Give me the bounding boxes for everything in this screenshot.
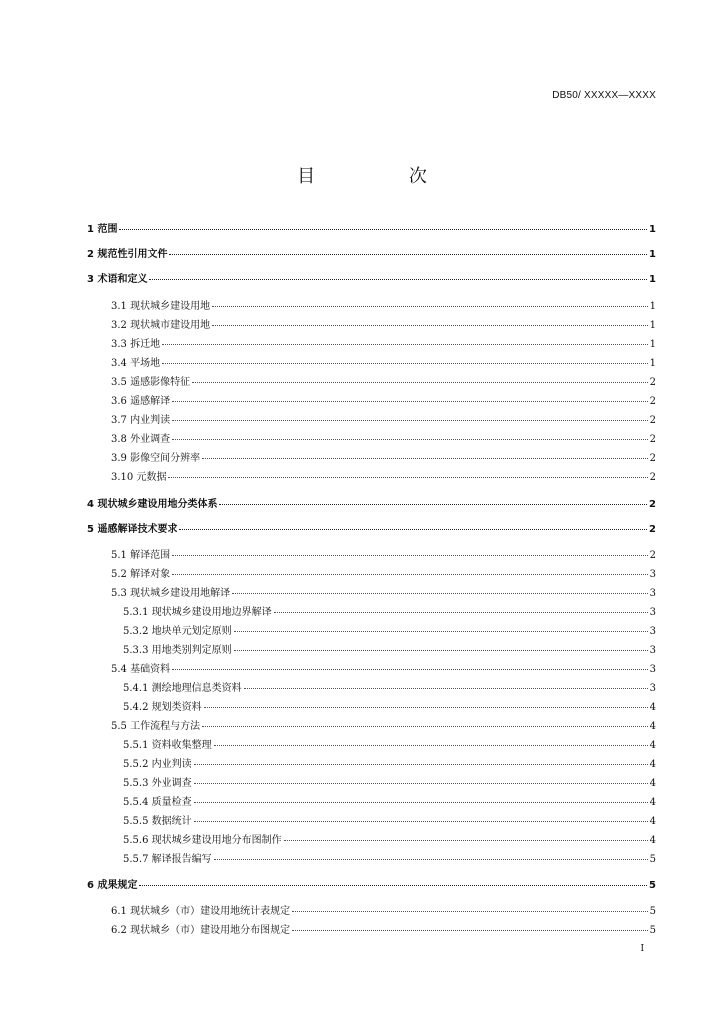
toc-entry-page: 5: [649, 854, 656, 865]
toc-entry[interactable]: [87, 546, 656, 561]
toc-entry-page: 2: [649, 472, 656, 483]
toc-entry[interactable]: [87, 430, 656, 445]
toc-dot-leader: [202, 725, 648, 727]
toc-entry-label: 5.5.1 资料收集整理: [123, 740, 212, 751]
toc-entry[interactable]: [87, 850, 656, 865]
toc-entry-label: 3.2 现状城市建设用地: [111, 320, 211, 331]
toc-entry-page: 4: [649, 740, 656, 751]
toc-entry-label: 5.5 工作流程与方法: [111, 721, 201, 732]
toc-entry-page: 3: [649, 664, 656, 675]
toc-entry[interactable]: [87, 449, 656, 464]
toc-dot-leader: [212, 324, 648, 326]
toc-dot-leader: [232, 592, 648, 594]
toc-entry-label: 5.5.7 解译报告编写: [123, 854, 212, 865]
toc-entry-page: 4: [649, 759, 656, 770]
toc-dot-leader: [162, 362, 648, 364]
page-number: I: [640, 944, 644, 954]
toc-entry[interactable]: [87, 373, 656, 388]
toc-dot-leader: [194, 782, 648, 784]
toc-entry[interactable]: [87, 468, 656, 483]
toc-entry-page: 4: [649, 816, 656, 827]
toc-entry[interactable]: [87, 520, 656, 535]
toc-dot-leader: [214, 858, 648, 860]
toc-entry-page: 5: [649, 925, 656, 936]
toc-entry-label: 5.5.5 数据统计: [123, 816, 192, 827]
toc-entry-label: 5.4.2 规划类资料: [123, 702, 202, 713]
toc-entry-page: 1: [649, 301, 656, 312]
toc-dot-leader: [194, 820, 648, 822]
toc-entry-label: 5 遥感解译技术要求: [87, 524, 178, 535]
toc-dot-leader: [212, 305, 648, 307]
toc-entry-page: 4: [649, 702, 656, 713]
toc-entry[interactable]: [87, 622, 656, 637]
toc-entry-label: 5.2 解译对象: [111, 569, 171, 580]
toc-entry-page: 1: [649, 274, 656, 285]
toc-dot-leader: [204, 706, 648, 708]
toc-dot-leader: [192, 381, 648, 383]
toc-entry-page: 3: [649, 588, 656, 599]
toc-entry-label: 5.5.6 现状城乡建设用地分布图制作: [123, 835, 282, 846]
toc-entry-page: 4: [649, 835, 656, 846]
toc-entry-page: 1: [649, 320, 656, 331]
toc-entry-label: 3 术语和定义: [87, 274, 148, 285]
toc-dot-leader: [172, 668, 648, 670]
toc-entry-label: 3.3 拆迁地: [111, 339, 161, 350]
toc-entry[interactable]: [87, 584, 656, 599]
toc-entry-page: 3: [649, 645, 656, 656]
toc-entry-page: 4: [649, 721, 656, 732]
toc-entry[interactable]: [87, 717, 656, 732]
toc-entry-label: 3.9 影像空间分辨率: [111, 453, 201, 464]
toc-entry-label: 5.5.2 内业判读: [123, 759, 192, 770]
toc-entry-label: 6.1 现状城乡（市）建设用地统计表规定: [111, 906, 291, 917]
toc-entry-label: 3.6 遥感解译: [111, 396, 171, 407]
toc-entry-page: 2: [649, 377, 656, 388]
toc-dot-leader: [219, 503, 647, 505]
toc-entry[interactable]: [87, 793, 656, 808]
toc-entry[interactable]: [87, 641, 656, 656]
toc-entry-label: 2 规范性引用文件: [87, 249, 168, 260]
toc-dot-leader: [292, 910, 648, 912]
toc-entry-label: 5.4 基础资料: [111, 664, 171, 675]
toc-entry-label: 6 成果规定: [87, 880, 138, 891]
toc-entry-page: 2: [649, 499, 656, 510]
toc-entry-page: 2: [649, 524, 656, 535]
toc-entry[interactable]: [87, 392, 656, 407]
toc-dot-leader: [172, 554, 648, 556]
toc-entry-page: 4: [649, 797, 656, 808]
toc-entry-label: 3.10 元数据: [111, 472, 167, 483]
toc-entry-page: 5: [649, 906, 656, 917]
toc-entry-label: 5.4.1 测绘地理信息类资料: [123, 683, 242, 694]
toc-entry[interactable]: [87, 921, 656, 936]
toc-dot-leader: [172, 438, 648, 440]
toc-entry[interactable]: [87, 774, 656, 789]
toc-entry-label: 4 现状城乡建设用地分类体系: [87, 499, 218, 510]
toc-entry[interactable]: [87, 495, 656, 510]
toc-entry-page: 2: [649, 434, 656, 445]
toc-entry[interactable]: [87, 812, 656, 827]
page-title: 目 次: [297, 166, 471, 187]
toc-entry-page: 2: [649, 415, 656, 426]
toc-entry-page: 2: [649, 550, 656, 561]
toc-entry-label: 5.3.2 地块单元划定原则: [123, 626, 232, 637]
toc-entry-page: 2: [649, 453, 656, 464]
toc-dot-leader: [149, 278, 647, 280]
toc-entry[interactable]: [87, 831, 656, 846]
toc-entry-label: 5.5.3 外业调查: [123, 778, 192, 789]
document-code: DB50/ XXXXX—XXXX: [552, 90, 656, 101]
toc-dot-leader: [234, 649, 648, 651]
toc-entry[interactable]: [87, 603, 656, 618]
table-of-contents: [87, 0, 656, 1024]
toc-entry[interactable]: [87, 335, 656, 350]
toc-entry[interactable]: [87, 876, 656, 891]
toc-entry[interactable]: [87, 297, 656, 312]
toc-entry[interactable]: [87, 220, 656, 235]
toc-dot-leader: [169, 253, 647, 255]
toc-dot-leader: [139, 884, 647, 886]
toc-entry[interactable]: [87, 755, 656, 770]
toc-dot-leader: [292, 929, 648, 931]
toc-entry[interactable]: [87, 565, 656, 580]
toc-entry-page: 1: [649, 339, 656, 350]
toc-entry-page: 1: [649, 358, 656, 369]
toc-entry[interactable]: [87, 660, 656, 675]
toc-entry-page: 3: [649, 626, 656, 637]
toc-dot-leader: [194, 801, 648, 803]
toc-dot-leader: [234, 630, 648, 632]
toc-dot-leader: [274, 611, 648, 613]
toc-entry-page: 3: [649, 569, 656, 580]
toc-entry-label: 5.1 解译范围: [111, 550, 171, 561]
toc-dot-leader: [168, 476, 647, 478]
toc-entry-page: 5: [649, 880, 656, 891]
toc-dot-leader: [284, 839, 648, 841]
toc-dot-leader: [244, 687, 648, 689]
toc-entry-page: 3: [649, 683, 656, 694]
toc-entry-label: 3.7 内业判读: [111, 415, 171, 426]
toc-entry-page: 4: [649, 778, 656, 789]
toc-entry-label: 3.8 外业调查: [111, 434, 171, 445]
toc-dot-leader: [119, 228, 647, 230]
toc-entry-page: 2: [649, 396, 656, 407]
toc-entry-label: 3.1 现状城乡建设用地: [111, 301, 211, 312]
toc-entry[interactable]: [87, 316, 656, 331]
toc-entry[interactable]: [87, 354, 656, 369]
toc-entry[interactable]: [87, 902, 656, 917]
toc-entry[interactable]: [87, 270, 656, 285]
toc-entry-label: 5.3.1 现状城乡建设用地边界解译: [123, 607, 272, 618]
toc-entry-label: 3.4 平场地: [111, 358, 161, 369]
toc-entry[interactable]: [87, 245, 656, 260]
toc-dot-leader: [172, 419, 648, 421]
toc-entry[interactable]: [87, 698, 656, 713]
toc-dot-leader: [214, 744, 648, 746]
toc-entry-label: 5.3 现状城乡建设用地解译: [111, 588, 231, 599]
toc-entry-page: 1: [649, 249, 656, 260]
toc-entry[interactable]: [87, 679, 656, 694]
toc-entry-label: 3.5 遥感影像特征: [111, 377, 191, 388]
toc-dot-leader: [172, 400, 648, 402]
toc-entry-label: 1 范围: [87, 224, 118, 235]
toc-entry-label: 5.3.3 用地类别判定原则: [123, 645, 232, 656]
toc-entry-label: 6.2 现状城乡（市）建设用地分布图规定: [111, 925, 291, 936]
toc-dot-leader: [179, 528, 647, 530]
toc-entry-page: 1: [649, 224, 656, 235]
toc-dot-leader: [162, 343, 648, 345]
toc-entry[interactable]: [87, 411, 656, 426]
toc-entry-page: 3: [649, 607, 656, 618]
toc-entry[interactable]: [87, 736, 656, 751]
toc-dot-leader: [202, 457, 648, 459]
toc-dot-leader: [172, 573, 648, 575]
toc-dot-leader: [194, 763, 648, 765]
toc-entry-label: 5.5.4 质量检查: [123, 797, 192, 808]
